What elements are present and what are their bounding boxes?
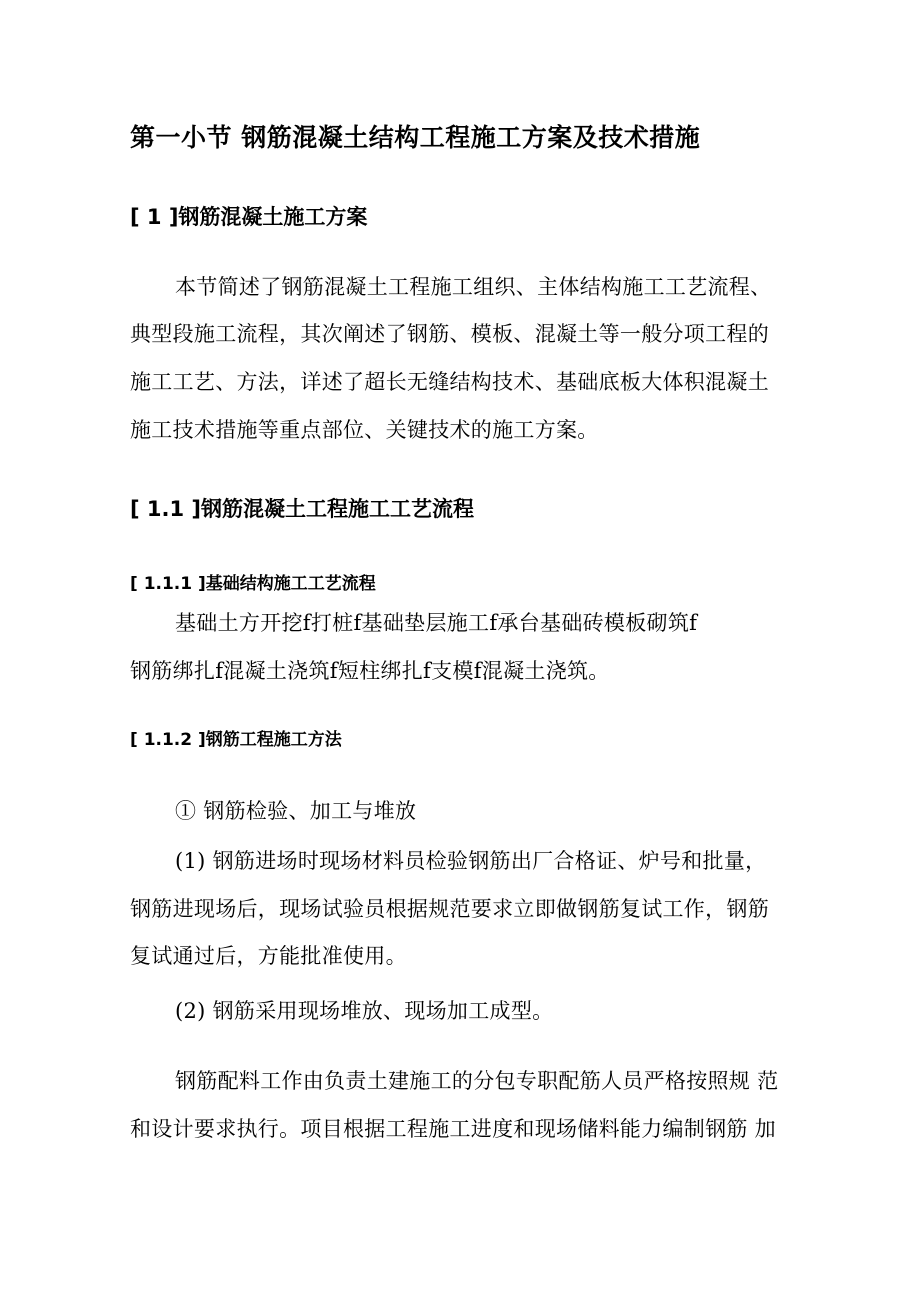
section-heading-1-1-1: [ 1.1.1 ]基础结构施工工艺流程 — [130, 574, 376, 594]
point-1-line: 钢筋进现场后，现场试验员根据规范要求立即做钢筋复试工作，钢筋 — [130, 897, 769, 921]
section-heading-1: [ 1 ]钢筋混凝土施工方案 — [130, 205, 368, 229]
point-1-line: 复试通过后，方能批准使用。 — [130, 944, 407, 968]
paragraph-line: 钢筋配料工作由负责土建施工的分包专职配筋人员严格按照规 范 — [175, 1069, 779, 1093]
process-flow-line: 钢筋绑扎f混凝土浇筑f短柱绑扎f支模f混凝土浇筑。 — [130, 659, 610, 683]
point-1-line: (1) 钢筋进场时现场材料员检验钢筋出厂合格证、炉号和批量， — [175, 849, 767, 873]
process-flow-line: 基础土方开挖f打桩f基础垫层施工f承台基础砖模板砌筑f — [175, 611, 698, 635]
paragraph-line: 施工技术措施等重点部位、关键技术的施工方案。 — [130, 418, 599, 442]
section-heading-1-1: [ 1.1 ]钢筋混凝土工程施工工艺流程 — [130, 497, 475, 521]
document-title: 第一小节 钢筋混凝土结构工程施工方案及技术措施 — [130, 123, 701, 152]
paragraph-line: 施工工艺、方法，详述了超长无缝结构技术、基础底板大体积混凝土 — [130, 370, 769, 394]
section-heading-1-1-2: [ 1.1.2 ]钢筋工程施工方法 — [130, 730, 342, 750]
paragraph-line: 典型段施工流程，其次阐述了钢筋、模板、混凝土等一般分项工程的 — [130, 322, 769, 346]
paragraph-line: 和设计要求执行。项目根据工程施工进度和现场储料能力编制钢筋 加 — [130, 1117, 776, 1141]
paragraph-line: 本节简述了钢筋混凝土工程施工组织、主体结构施工工艺流程、 — [175, 275, 772, 299]
point-2-line: (2) 钢筋采用现场堆放、现场加工成型。 — [175, 999, 554, 1023]
list-item-1: ① 钢筋检验、加工与堆放 — [175, 799, 417, 823]
